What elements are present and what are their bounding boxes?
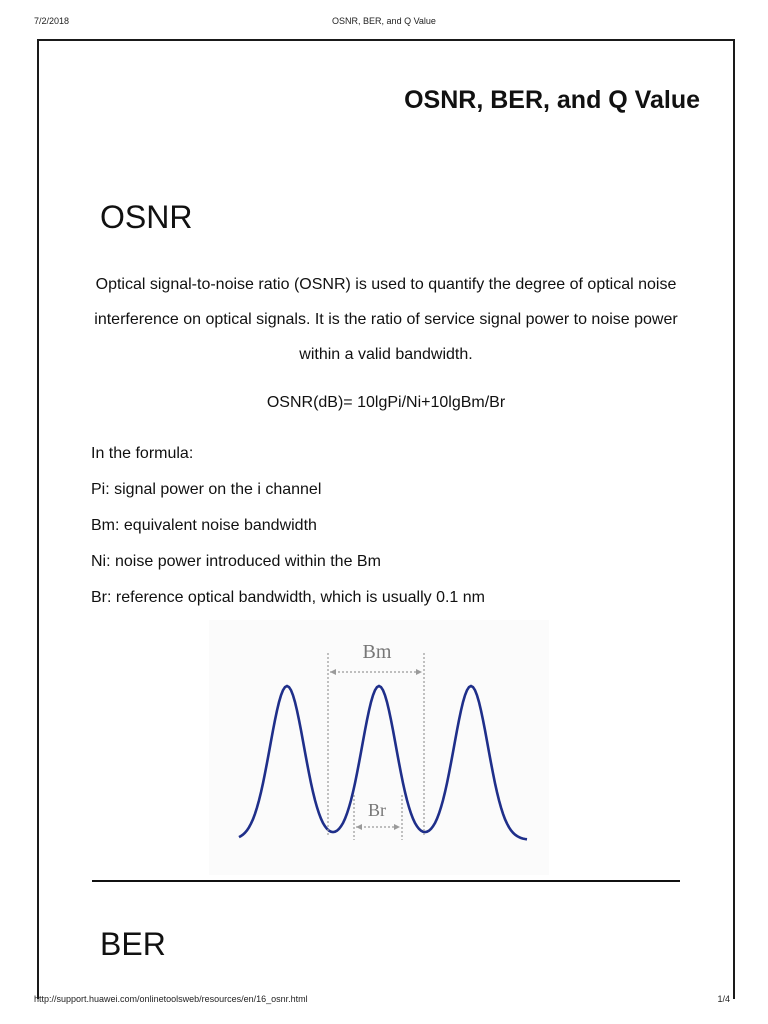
definition-list — [91, 436, 485, 616]
osnr-spectrum-figure — [209, 620, 549, 875]
definition-item: Pi: signal power on the i channel — [91, 481, 322, 498]
print-date: 7/2/2018 — [34, 16, 70, 26]
osnr-paragraph: Optical signal-to-noise ratio (OSNR) is used to quantify the degree of optical noise interference on optical signals. It is the ratio of service signal power to noise power within a valid bandwidth. — [94, 276, 678, 363]
br-label: Br — [368, 800, 386, 820]
print-title: OSNR, BER, and Q Value — [332, 16, 436, 26]
section-divider — [92, 880, 680, 882]
print-header — [0, 16, 768, 32]
bm-label: Bm — [362, 641, 392, 663]
section-heading-osnr: OSNR — [100, 199, 193, 235]
print-url: http://support.huawei.com/onlinetoolsweb/resources/en/16_osnr.html — [34, 994, 308, 1004]
definition-item: Br: reference optical bandwidth, which is usually 0.1 nm — [91, 589, 485, 606]
page-title: OSNR, BER, and Q Value — [404, 86, 700, 114]
print-footer — [0, 994, 768, 1010]
page-number: 1/4 — [717, 994, 730, 1004]
section-heading-ber: BER — [100, 926, 166, 962]
definition-item: Ni: noise power introduced within the Bm — [91, 553, 381, 570]
osnr-formula: OSNR(dB)= 10lgPi/Ni+10lgBm/Br — [266, 394, 506, 411]
definition-item: In the formula: — [91, 445, 194, 462]
definition-item: Bm: equivalent noise bandwidth — [91, 517, 317, 534]
